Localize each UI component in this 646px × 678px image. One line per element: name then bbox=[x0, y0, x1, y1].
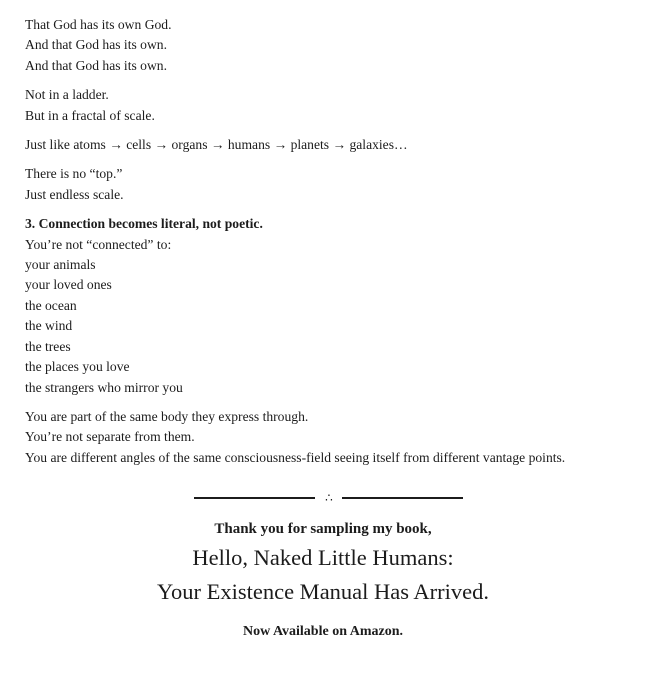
list-item: the strangers who mirror you bbox=[25, 379, 183, 395]
thanks-text: Thank you for sampling my book, bbox=[214, 521, 432, 537]
text-line: You’re not separate from them. bbox=[25, 429, 195, 445]
stanza-same-body bbox=[25, 407, 635, 468]
stanza-god bbox=[25, 15, 635, 76]
text-line: There is no “top.” bbox=[25, 166, 123, 182]
list-item: your loved ones bbox=[25, 277, 112, 293]
list-item: the ocean bbox=[25, 297, 77, 313]
list-item: the trees bbox=[25, 338, 71, 354]
text-line: But in a fractal of scale. bbox=[25, 107, 155, 123]
divider-rule-right bbox=[342, 497, 463, 499]
stanza-scale-chain bbox=[25, 135, 635, 155]
list-item: the places you love bbox=[25, 359, 130, 375]
therefore-glyph: ∴ bbox=[325, 491, 333, 505]
list-item: the wind bbox=[25, 318, 73, 334]
text-line: You are different angles of the same consciousness-field seeing itself from different vantage points. bbox=[25, 449, 566, 465]
text-line: You’re not “connected” to: bbox=[25, 236, 172, 252]
text-line: Just endless scale. bbox=[25, 186, 124, 202]
text-line: And that God has its own. bbox=[25, 57, 167, 73]
availability-text: Now Available on Amazon. bbox=[243, 624, 403, 639]
stanza-connection bbox=[25, 214, 635, 398]
divider-rule-left bbox=[194, 497, 315, 499]
book-title-line-2: Your Existence Manual Has Arrived. bbox=[156, 579, 490, 604]
document-body bbox=[25, 15, 635, 477]
section-heading: 3. Connection becomes literal, not poetic. bbox=[25, 216, 263, 232]
text-line: That God has its own God. bbox=[25, 17, 172, 32]
text-line: Just like atoms → cells → organs → humans → planets → galaxies… bbox=[25, 137, 408, 153]
section-divider bbox=[0, 488, 646, 508]
book-title-line-1: Hello, Naked Little Humans: bbox=[192, 545, 454, 570]
text-line: Not in a ladder. bbox=[25, 87, 109, 103]
stanza-no-top bbox=[25, 164, 635, 205]
stanza-fractal bbox=[25, 85, 635, 126]
text-line: You are part of the same body they express through. bbox=[25, 408, 309, 424]
list-item: your animals bbox=[25, 257, 96, 273]
text-line: And that God has its own. bbox=[25, 37, 167, 53]
